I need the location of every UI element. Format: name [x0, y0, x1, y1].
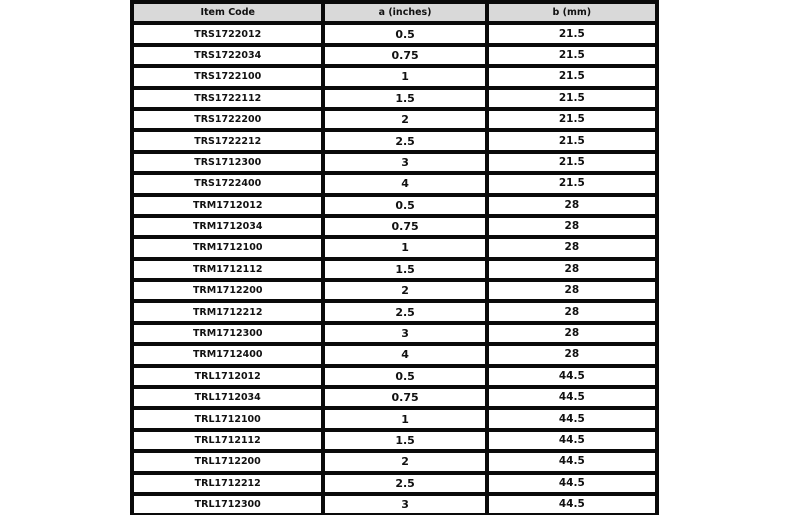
item-code-cell: TRS1722012 [134, 25, 321, 42]
a-inches-cell: 1 [325, 239, 484, 256]
table-row [134, 197, 655, 214]
a-inches-cell: 1 [325, 410, 484, 427]
item-code-cell: TRS1722212 [134, 132, 321, 149]
item-code-cell: TRS1722400 [134, 175, 321, 192]
b-mm-cell: 44.5 [489, 389, 655, 406]
table-row [134, 25, 655, 42]
a-inches-cell: 2.5 [325, 132, 484, 149]
a-inches-cell: 2.5 [325, 303, 484, 320]
item-code-cell: TRM1712112 [134, 261, 321, 278]
item-code-cell: TRM1712400 [134, 346, 321, 363]
b-mm-cell: 28 [489, 282, 655, 299]
item-code-cell: TRS1722034 [134, 47, 321, 64]
item-code-cell: TRL1712300 [134, 496, 321, 513]
item-code-cell: TRL1712112 [134, 432, 321, 449]
a-inches-cell: 3 [325, 325, 484, 342]
b-mm-cell: 21.5 [489, 68, 655, 85]
b-mm-cell: 28 [489, 218, 655, 235]
table-row [134, 111, 655, 128]
table-row [134, 368, 655, 385]
table-row [134, 154, 655, 171]
item-code-cell: TRM1712012 [134, 197, 321, 214]
a-inches-cell: 4 [325, 175, 484, 192]
b-mm-cell: 44.5 [489, 368, 655, 385]
table-body [134, 25, 655, 513]
table-row [134, 261, 655, 278]
item-code-cell: TRM1712300 [134, 325, 321, 342]
a-inches-cell: 4 [325, 346, 484, 363]
table-row [134, 346, 655, 363]
b-mm-cell: 21.5 [489, 47, 655, 64]
a-inches-cell: 0.5 [325, 25, 484, 42]
b-mm-cell: 28 [489, 197, 655, 214]
table-row [134, 453, 655, 470]
item-code-cell: TRM1712212 [134, 303, 321, 320]
table-row [134, 239, 655, 256]
b-mm-cell: 44.5 [489, 432, 655, 449]
b-mm-cell: 21.5 [489, 132, 655, 149]
product-spec-table-frame [130, 0, 659, 515]
b-mm-cell: 28 [489, 239, 655, 256]
a-inches-cell: 1.5 [325, 90, 484, 107]
a-inches-cell: 2 [325, 111, 484, 128]
table-row [134, 496, 655, 513]
header-a-inches: a (inches) [325, 4, 484, 21]
item-code-cell: TRL1712212 [134, 475, 321, 492]
b-mm-cell: 28 [489, 325, 655, 342]
item-code-cell: TRS1722112 [134, 90, 321, 107]
b-mm-cell: 21.5 [489, 111, 655, 128]
item-code-cell: TRL1712200 [134, 453, 321, 470]
b-mm-cell: 21.5 [489, 90, 655, 107]
table-row [134, 68, 655, 85]
a-inches-cell: 2 [325, 453, 484, 470]
table-row [134, 218, 655, 235]
b-mm-cell: 28 [489, 303, 655, 320]
a-inches-cell: 0.75 [325, 47, 484, 64]
a-inches-cell: 2.5 [325, 475, 484, 492]
b-mm-cell: 28 [489, 346, 655, 363]
item-code-cell: TRL1712012 [134, 368, 321, 385]
a-inches-cell: 1 [325, 68, 484, 85]
b-mm-cell: 44.5 [489, 496, 655, 513]
table-row [134, 389, 655, 406]
b-mm-cell: 21.5 [489, 25, 655, 42]
table-row [134, 282, 655, 299]
a-inches-cell: 2 [325, 282, 484, 299]
table-row [134, 325, 655, 342]
table-row [134, 47, 655, 64]
b-mm-cell: 21.5 [489, 175, 655, 192]
item-code-cell: TRS1712300 [134, 154, 321, 171]
header-item-code: Item Code [134, 4, 321, 21]
header-b-mm: b (mm) [489, 4, 655, 21]
a-inches-cell: 0.5 [325, 197, 484, 214]
b-mm-cell: 44.5 [489, 410, 655, 427]
a-inches-cell: 0.5 [325, 368, 484, 385]
b-mm-cell: 28 [489, 261, 655, 278]
a-inches-cell: 3 [325, 154, 484, 171]
b-mm-cell: 44.5 [489, 453, 655, 470]
b-mm-cell: 44.5 [489, 475, 655, 492]
a-inches-cell: 1.5 [325, 261, 484, 278]
item-code-cell: TRM1712100 [134, 239, 321, 256]
item-code-cell: TRL1712100 [134, 410, 321, 427]
table-row [134, 410, 655, 427]
table-row [134, 303, 655, 320]
item-code-cell: TRS1722100 [134, 68, 321, 85]
table-header-row [134, 4, 655, 21]
b-mm-cell: 21.5 [489, 154, 655, 171]
table-row [134, 175, 655, 192]
a-inches-cell: 0.75 [325, 218, 484, 235]
item-code-cell: TRL1712034 [134, 389, 321, 406]
table-row [134, 90, 655, 107]
a-inches-cell: 0.75 [325, 389, 484, 406]
item-code-cell: TRS1722200 [134, 111, 321, 128]
a-inches-cell: 1.5 [325, 432, 484, 449]
table-row [134, 432, 655, 449]
a-inches-cell: 3 [325, 496, 484, 513]
table-row [134, 132, 655, 149]
item-code-cell: TRM1712034 [134, 218, 321, 235]
table-row [134, 475, 655, 492]
item-code-cell: TRM1712200 [134, 282, 321, 299]
product-spec-table [130, 0, 659, 515]
